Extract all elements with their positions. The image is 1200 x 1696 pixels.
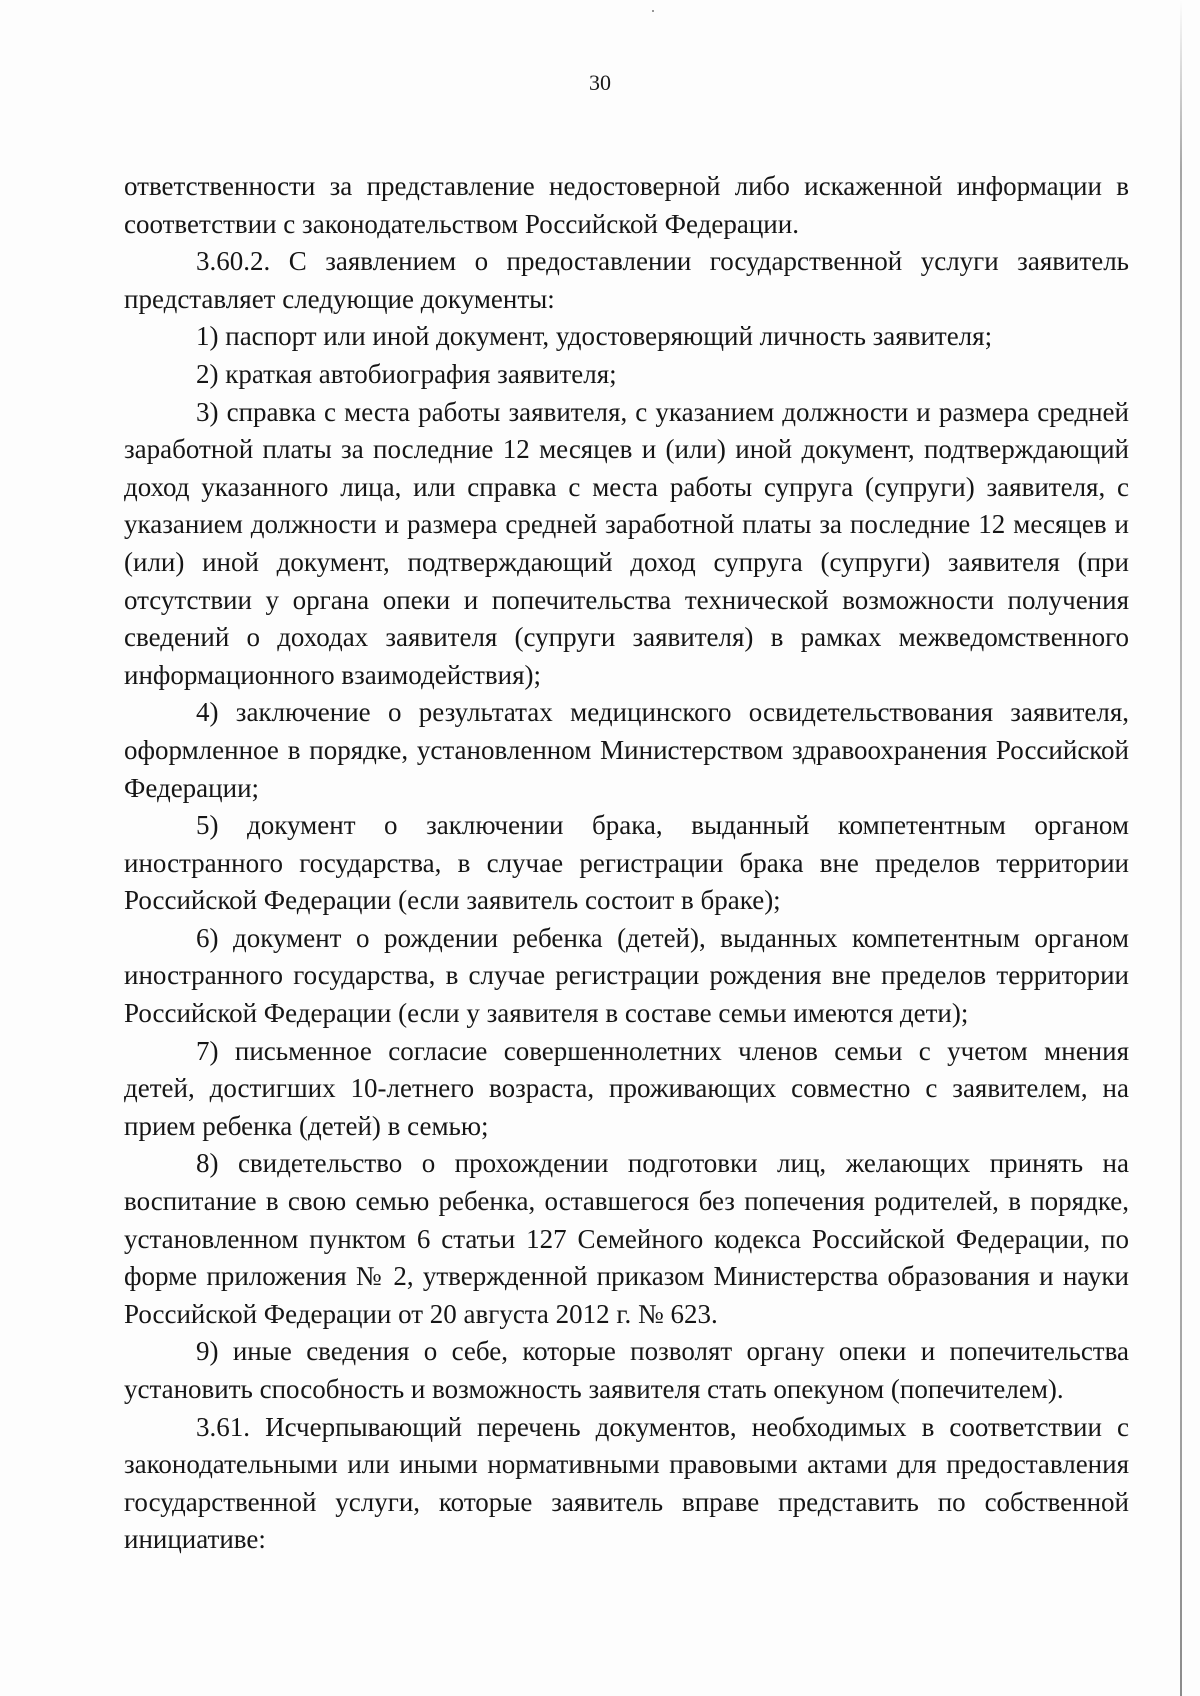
- document-body: [124, 168, 1129, 1559]
- list-item-4: 4) заключение о результатах медицинского освидетельствования заявителя, оформленное в порядке, установленном Министерством здравоохранения Российской Федерации;: [124, 697, 1129, 803]
- list-item-3: 3) справка с места работы заявителя, с указанием должности и размера средней заработной платы за последние 12 месяцев и (или) иной документ, подтверждающий доход указанного лица, или справка с места работы супруга (супруги) заявителя, с указанием должности и размера средней заработной платы за последние 12 месяцев и (или) иной документ, подтверждающий доход супруга (супруги) заявителя (при отсутствии у органа опеки и попечительства технической возможности получения сведений о доходах заявителя (супруги заявителя) в рамках межведомственного информационного взаимодействия);: [124, 396, 1129, 690]
- list-item-6: 6) документ о рождении ребенка (детей), выданных компетентным органом иностранного государства, в случае регистрации рождения вне пределов территории Российской Федерации (если у заявителя в составе семьи имеются дети);: [124, 922, 1129, 1029]
- scan-edge-shadow: [1180, 0, 1182, 1696]
- paragraph-3-60-2: 3.60.2. С заявлением о предоставлении государственной услуги заявитель представляет следующие документы:: [124, 246, 1129, 314]
- list-item-5: 5) документ о заключении брака, выданный компетентным органом иностранного государства, в случае регистрации брака вне пределов территории Российской Федерации (если заявитель состоит в браке);: [124, 810, 1129, 916]
- list-item-8: 8) свидетельство о прохождении подготовки лиц, желающих принять на воспитание в свою семью ребенка, оставшегося без попечения родителей, в порядке, установленном пунктом 6 статьи 127 Семейного кодекса Российской Федерации, по форме приложения № 2, утвержденной приказом Министерства образования и науки Российской Федерации от 20 августа 2012 г. № 623.: [124, 1148, 1129, 1329]
- list-item-7: 7) письменное согласие совершеннолетних членов семьи с учетом мнения детей, достигших 10-летнего возраста, проживающих совместно с заявителем, на прием ребенка (детей) в семью;: [124, 1035, 1129, 1141]
- paragraph-continuation: ответственности за представление недостоверной либо искаженной информации в соответствии с законодательством Российской Федерации.: [124, 171, 1129, 239]
- list-item-1: 1) паспорт или иной документ, удостоверяющий личность заявителя;: [196, 321, 993, 352]
- list-item-2: 2) краткая автобиография заявителя;: [196, 358, 617, 389]
- page-number: 30: [589, 70, 611, 95]
- list-item-9: 9) иные сведения о себе, которые позволят органу опеки и попечительства установить способность и возможность заявителя стать опекуном (попечителем).: [124, 1336, 1129, 1404]
- paragraph-3-61: 3.61. Исчерпывающий перечень документов, необходимых в соответствии с законодательными или иными нормативными правовыми актами для предоставления государственной услуги, которые заявитель вправе представить по собственной инициативе:: [124, 1411, 1129, 1555]
- scan-speck: [652, 10, 654, 12]
